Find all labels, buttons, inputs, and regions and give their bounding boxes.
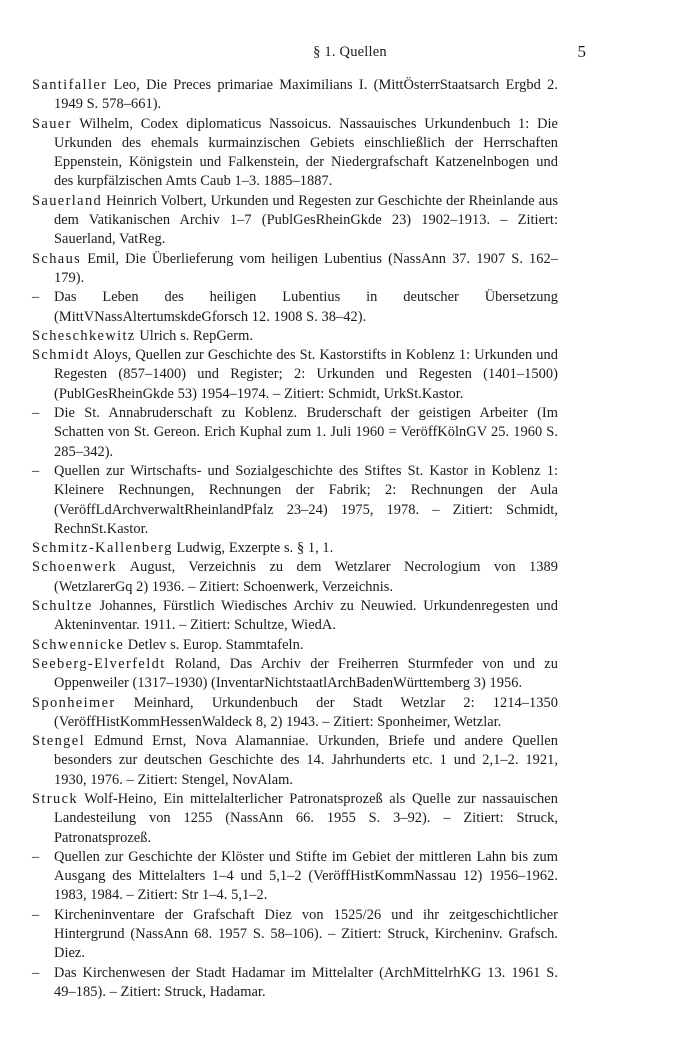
bibliography-entry (32, 192, 558, 250)
bibliography-entry (32, 462, 558, 539)
running-title: § 1. Quellen (313, 44, 387, 60)
bibliography-entry (32, 327, 558, 346)
entry-author: Schultze (32, 598, 93, 615)
entry-text: August, Verzeichnis zu dem Wetzlarer Necrologium von 1389 (WetzlarerGq 2) 1936. – Zitiert: Schoenwerk, Verzeichnis. (54, 559, 558, 595)
bibliography-list (32, 76, 558, 1002)
bibliography-entry (32, 346, 558, 404)
bibliography-entry (32, 636, 558, 655)
bibliography-entry (32, 288, 558, 327)
entry-text: Wilhelm, Codex diplomaticus Nassoicus. Nassauisches Urkundenbuch 1: Die Urkunden des ehemals kurmainzischen Gebiets einschließlich der Herrschaften Eppenstein, Königstein und Falkenstein, der Niedergrafschaft Katzenelnbogen und des kurpfälzischen Amts Caub 1–3. 1885–1887. (54, 115, 558, 190)
entry-text: Ludwig, Exzerpte s. § 1, 1. (172, 540, 334, 557)
entry-text: Heinrich Volbert, Urkunden und Regesten zur Geschichte der Rheinlande aus dem Vatikanischen Archiv 1–7 (PublGesRheinGkde 23) 1902–1913. – Zitiert: Sauerland, VatReg. (54, 192, 558, 248)
entry-author: Seeberg-Elverfeldt (32, 655, 166, 672)
entry-text: Die St. Annabruderschaft zu Koblenz. Bruderschaft der geistigen Arbeiter (Im Schatten von St. Gereon. Erich Kuphal zum 1. Juli 1960 = VeröffKölnGV 25. 1960 S. 285–342). (54, 405, 558, 460)
entry-author: Schwennicke (32, 636, 125, 653)
bibliography-entry (32, 115, 558, 192)
entry-text: Detlev s. Europ. Stammtafeln. (124, 636, 304, 653)
bibliography-entry (32, 76, 558, 115)
bibliography-entry (32, 694, 558, 733)
entry-text: Aloys, Quellen zur Geschichte des St. Kastorstifts in Koblenz 1: Urkunden und Regesten (857–1400) und Register; 2: Urkunden und Regesten (1401–1500) (PublGesRheinGkde 53) 1954–1974. – Zitiert: Schmidt, UrkSt.Kastor. (54, 347, 558, 402)
entry-author: Stengel (32, 733, 85, 750)
repeat-author-dash: – (32, 848, 40, 865)
entry-text: Das Kirchenwesen der Stadt Hadamar im Mittelalter (ArchMittelrhKG 13. 1961 S. 49–185). – Zitiert: Struck, Hadamar. (54, 964, 558, 1000)
bibliography-entry (32, 964, 558, 1003)
entry-text: Ulrich s. RepGerm. (135, 327, 253, 344)
repeat-author-dash: – (32, 964, 40, 981)
entry-author: Schaus (32, 250, 82, 267)
running-head (0, 42, 700, 64)
entry-author: Schoenwerk (32, 559, 118, 576)
page-number: 5 (577, 42, 586, 61)
entry-text: Johannes, Fürstlich Wiedisches Archiv zu Neuwied. Urkundenregesten und Akteninventar. 1911. – Zitiert: Schultze, WiedA. (54, 598, 558, 634)
entry-text: Quellen zur Geschichte der Klöster und Stifte im Gebiet der mittleren Lahn bis zum Ausgang des Mittelalters 1–4 und 5,1–2 (VeröffHistKommNassau 12) 1956–1962. 1983, 1984. – Zitiert: Str 1–4. 5,1–2. (54, 848, 558, 904)
bibliography-entry (32, 250, 558, 289)
entry-author: Schmitz-Kallenberg (32, 540, 173, 557)
entry-text: Kircheninventare der Grafschaft Diez von 1525/26 und ihr zeitgeschichtlicher Hintergrund (NassAnn 68. 1957 S. 58–106). – Zitiert: Struck, Kircheninv. Grafsch. Diez. (54, 906, 558, 962)
entry-text: Leo, Die Preces primariae Maximilians I. (MittÖsterrStaatsarch Ergbd 2. 1949 S. 578–661). (54, 77, 558, 113)
repeat-author-dash: – (32, 462, 40, 479)
bibliography-entry (32, 732, 558, 790)
entry-author: Sponheimer (32, 694, 116, 711)
entry-author: Santifaller (32, 77, 108, 93)
entry-text: Roland, Das Archiv der Freiherren Sturmfeder von und zu Oppenweiler (1317–1930) (InventarNichtstaatlArchBadenWürttemberg 3) 1956. (54, 655, 558, 692)
entry-text: Wolf-Heino, Ein mittelalterlicher Patronatsprozeß als Quelle zur nassauischen Landesteilung von 1255 (NassAnn 66. 1955 S. 3–92). – Zitiert: Struck, Patronatsprozeß. (54, 790, 558, 846)
bibliography-entry (32, 848, 558, 906)
repeat-author-dash: – (32, 289, 40, 306)
bibliography-entry (32, 790, 558, 848)
bibliography-entry (32, 655, 558, 694)
bibliography-entry (32, 597, 558, 636)
bibliography-entry (32, 539, 558, 558)
entry-text: Quellen zur Wirtschafts- und Sozialgeschichte des Stiftes St. Kastor in Koblenz 1: Kleinere Rechnungen, Rechnungen der Fabrik; 2: Rechnungen der Aula (VeröffLdArchverwaltRheinlandPfalz 23–24) 1975, 1978. – Zitiert: Schmidt, RechnSt.Kastor. (54, 462, 558, 537)
bibliography-entry (32, 558, 558, 597)
entry-text: Meinhard, Urkundenbuch der Stadt Wetzlar 2: 1214–1350 (VeröffHistKommHessenWaldeck 8, 2) 1943. – Zitiert: Sponheimer, Wetzlar. (54, 694, 558, 730)
repeat-author-dash: – (32, 405, 40, 422)
entry-text: Emil, Die Überlieferung vom heiligen Lubentius (NassAnn 37. 1907 S. 162–179). (54, 250, 558, 286)
entry-text: Edmund Ernst, Nova Alamanniae. Urkunden, Briefe und andere Quellen besonders zur deutschen Geschichte des 14. Jahrhunderts etc. 1 und 2,1–2. 1921, 1930, 1976. – Zitiert: Stengel, NovAlam. (54, 733, 558, 788)
entry-author: Sauerland (32, 192, 103, 209)
entry-author: Sauer (32, 115, 72, 132)
entry-text: Das Leben des heiligen Lubentius in deutscher Übersetzung (MittVNassAltertumskdeGforsch 12. 1908 S. 38–42). (54, 289, 558, 325)
entry-author: Struck (32, 790, 78, 807)
repeat-author-dash: – (32, 906, 40, 923)
bibliography-entry (32, 906, 558, 964)
bibliography-entry (32, 404, 558, 462)
entry-author: Schmidt (32, 347, 90, 364)
entry-author: Scheschkewitz (32, 327, 136, 344)
